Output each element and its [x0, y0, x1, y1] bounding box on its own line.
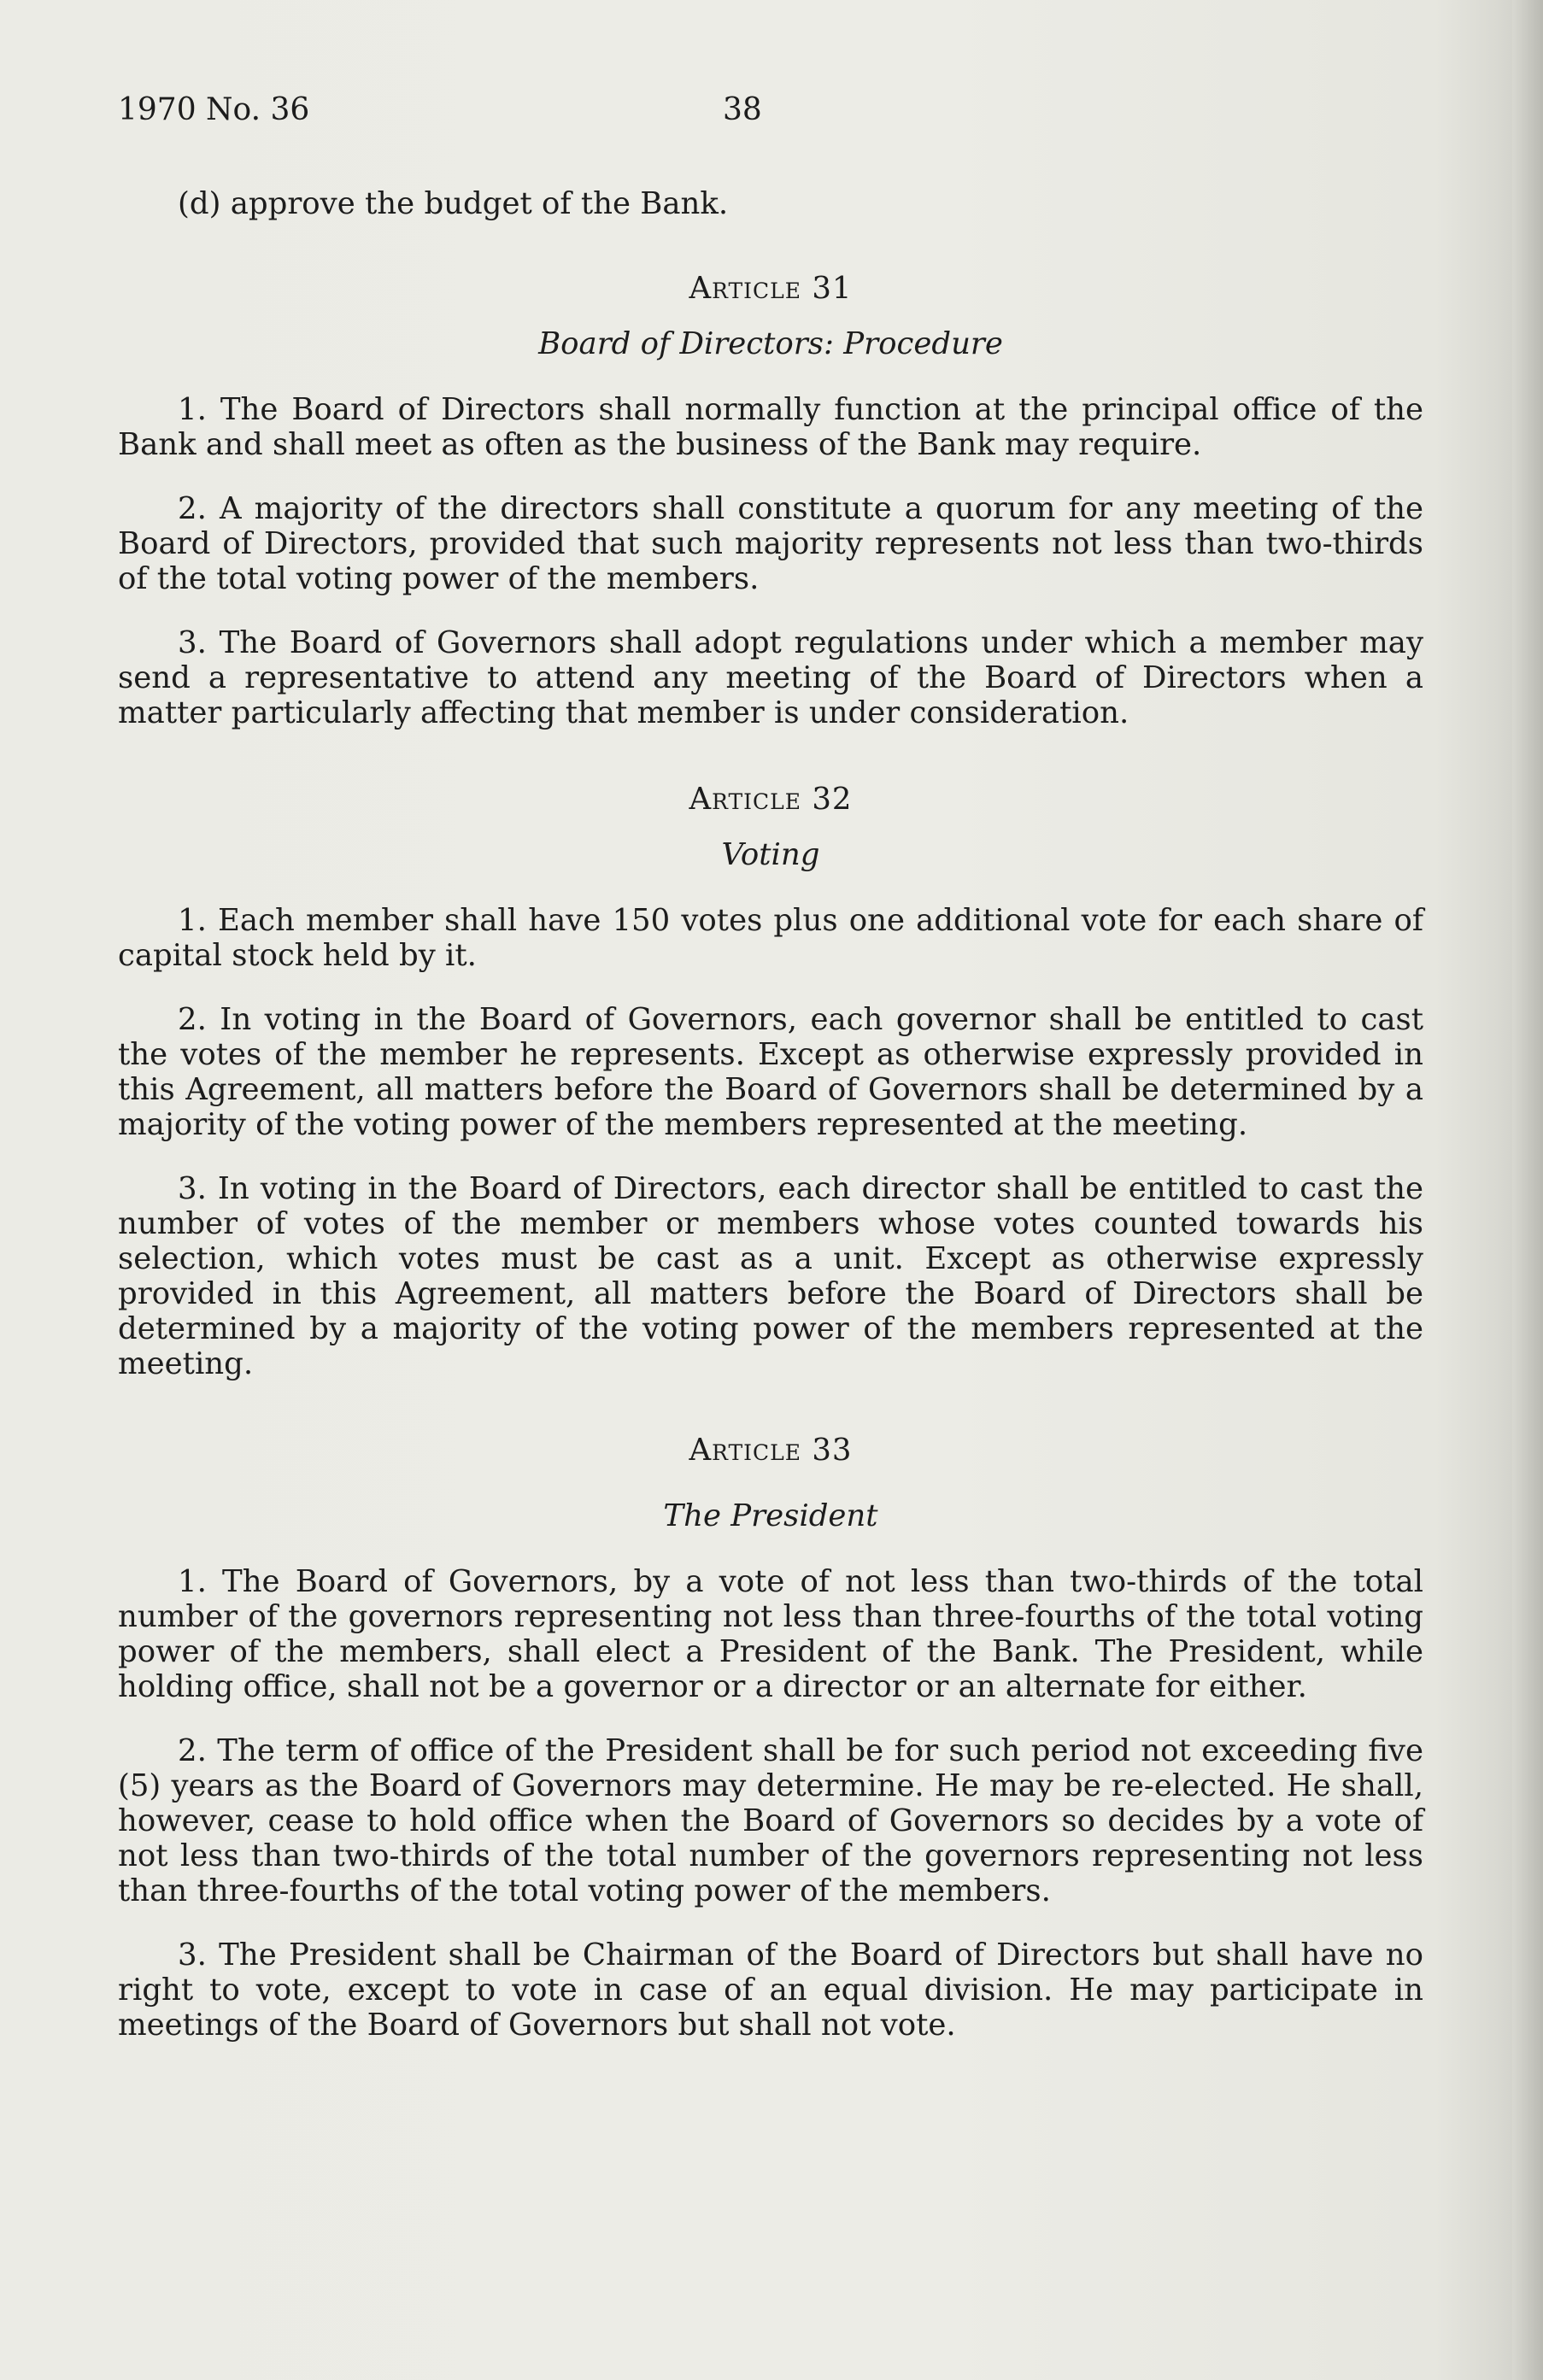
document-body [118, 186, 1423, 2072]
article-31 [118, 271, 1423, 730]
paragraph: 2. A majority of the directors shall constitute a quorum for any meeting of the Board of Directors, provided that such majority represents not less than two-thirds of the total voting power of the members. [118, 491, 1423, 596]
article-subtitle: Voting [721, 837, 820, 872]
page-edge-shadow [1512, 0, 1543, 2380]
paragraph: 3. The Board of Governors shall adopt regulations under which a member may send a representative to attend any meeting of the Board of Directors when a matter particularly affecting that member is under consideration. [118, 625, 1423, 730]
paragraph: 3. In voting in the Board of Directors, each director shall be entitled to cast the number of votes of the member or members whose votes counted towards his selection, which votes must be cast as a unit. Except as otherwise expressly provided in this Agreement, all matters before the Board of Directors shall be determined by a majority of the voting power of the members represented at the meeting. [118, 1171, 1423, 1381]
paragraph: 2. In voting in the Board of Governors, each governor shall be entitled to cast the votes of the member he represents. Except as otherwise expressly provided in this Agreement, all matters before the Board of Governors shall be determined by a majority of the voting power of the members represented at the meeting. [118, 1002, 1423, 1142]
page-number: 38 [723, 92, 762, 127]
article-title: Article 31 [689, 271, 853, 306]
paragraph: 3. The President shall be Chairman of the Board of Directors but shall have no right to vote, except to vote in case of an equal division. He may participate in meetings of the Board of Governors but shall not vote. [118, 1937, 1423, 2043]
lead-paragraph: (d) approve the budget of the Bank. [178, 186, 729, 221]
article-title: Article 32 [689, 782, 853, 817]
article-subtitle: The President [663, 1498, 878, 1533]
paragraph: 1. Each member shall have 150 votes plus one additional vote for each share of capital stock held by it. [118, 903, 1423, 973]
header-year-number: 1970 No. 36 [118, 92, 310, 127]
article-subtitle: Board of Directors: Procedure [538, 326, 1003, 361]
page-header [118, 92, 1417, 144]
article-32 [118, 782, 1423, 1381]
paragraph: 1. The Board of Directors shall normally function at the principal office of the Bank and shall meet as often as the business of the Bank may require. [118, 392, 1423, 462]
paragraph: 2. The term of office of the President shall be for such period not exceeding five (5) years as the Board of Governors may determine. He may be re-elected. He shall, however, cease to hold office when the Board of Governors so decides by a vote of not less than two-thirds of the total number of the governors representing not less than three-fourths of the total voting power of the members. [118, 1733, 1423, 1908]
article-title: Article 33 [689, 1433, 853, 1468]
article-33 [118, 1433, 1423, 2043]
paragraph: 1. The Board of Governors, by a vote of not less than two-thirds of the total number of the governors representing not less than three-fourths of the total voting power of the members, shall elect a President of the Bank. The President, while holding office, shall not be a governor or a director or an alternate for either. [118, 1564, 1423, 1704]
